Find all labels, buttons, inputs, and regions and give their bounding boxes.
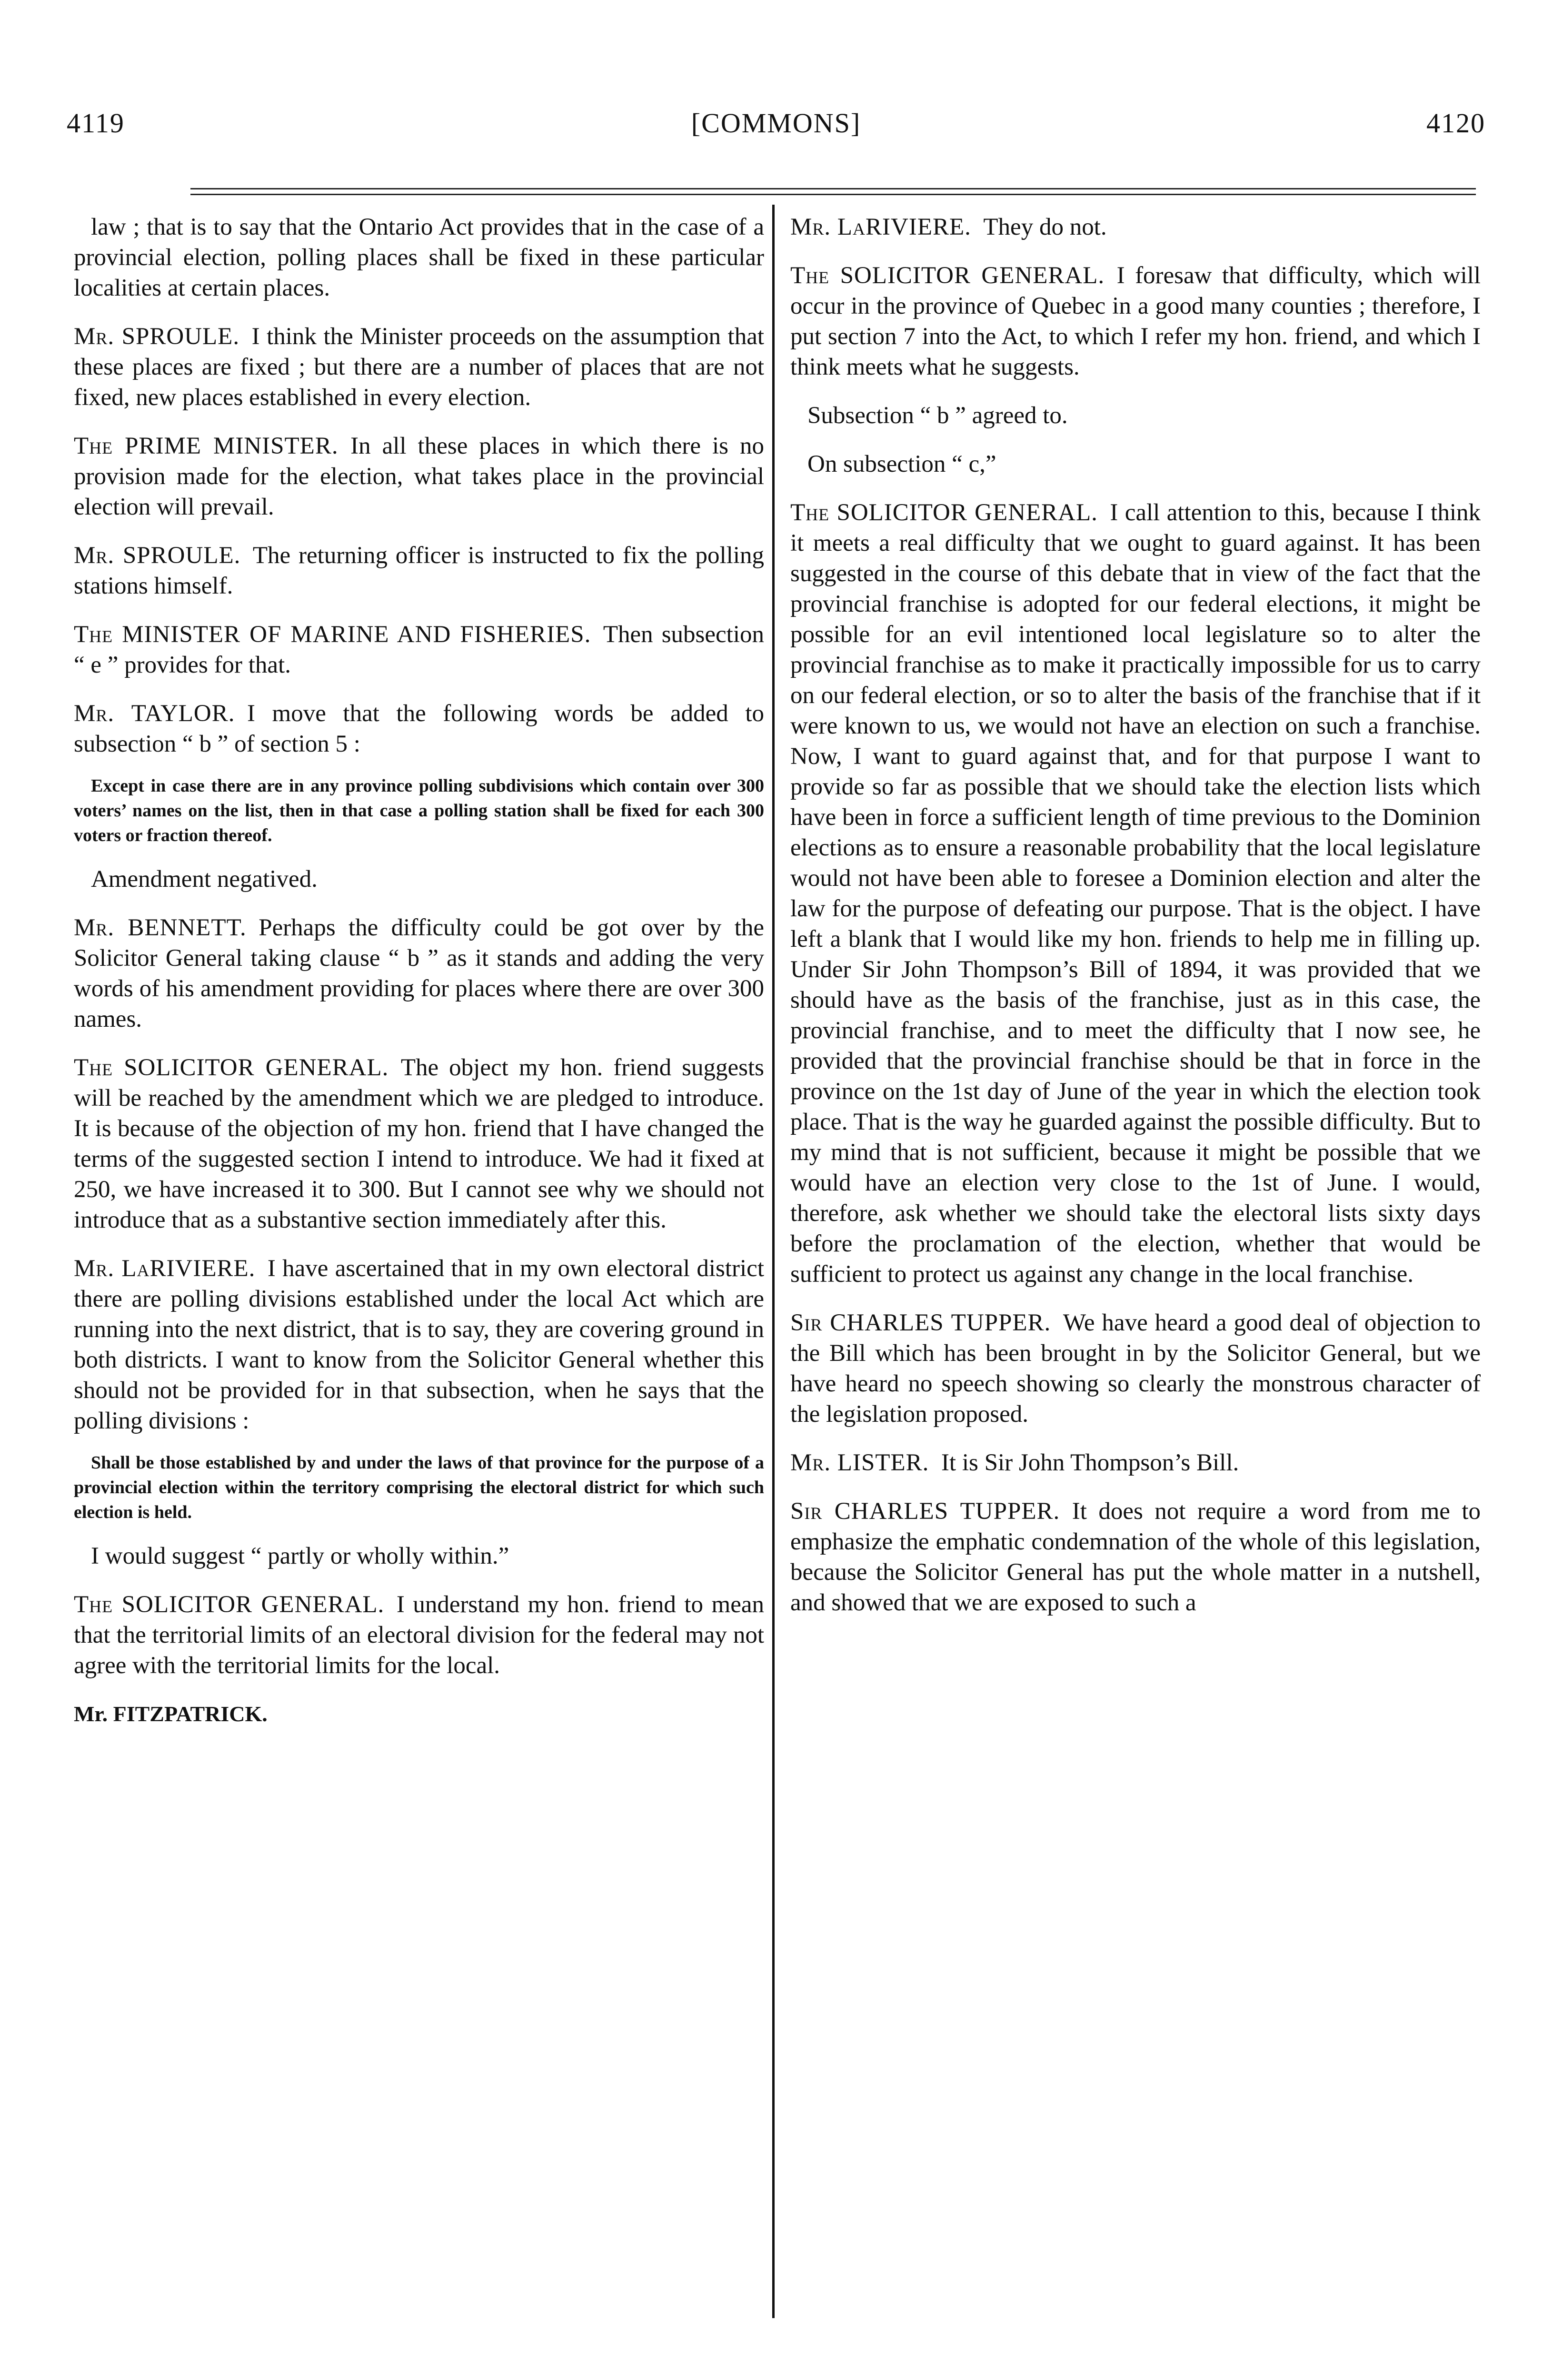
left-column — [74, 212, 764, 1729]
speaker-name: Mr. LaRIVIERE. — [790, 214, 971, 240]
speech-text: We have heard a good deal of objection to the Bill which has been brought in by the Solicitor General, but we have heard no speech showing so clearly the monstrous character of the legislation proposed. — [790, 1309, 1481, 1428]
speech-paragraph — [790, 212, 1481, 242]
speech-text: Amendment negatived. — [91, 866, 318, 892]
speech-text: Subsection “ b ” agreed to. — [807, 402, 1068, 429]
speech-paragraph — [74, 698, 764, 759]
speech-text: On subsection “ c,” — [807, 451, 996, 477]
speech-paragraph — [74, 431, 764, 522]
speech-paragraph — [790, 260, 1481, 382]
speech-text: I call attention to this, because I think it meets a real difficulty that we ought to guard against. It has been suggested in the course of this debate that in view of the fact that the provincial franchise is adopted for our federal elections, it might be possible for an evil intentioned local legislature so to alter the provincial franchise as to make it practically impossible for us to carry on our federal election, or so to alter the basis of the franchise that if it were known to us, we would not have an election on such a franchise. Now, I want to guard against that, and for that purpose I want to provide so far as possible that we should take the election lists which have been in force a sufficient length of time previous to the Dominion elections as to ensure a reasonable probability that the local legislature would not have been able to foresee a Dominion election and alter the law for the purpose of defeating our purpose. That is the object. I have left a blank that I would like my hon. friends to help me in filling up. Under Sir John Thompson’s Bill of 1894, it was provided that we should have as the basis of the franchise, just as in this case, the provincial franchise, and to meet the difficulty that I now see, he provided that the provincial franchise should be that in force in the province on the 1st day of June of the year in which the election took place. That is the way he guarded against the possible difficulty. But to my mind that is not sufficient, because it might be possible that we would have an election very close to the 1st of June. I would, therefore, ask whether we should take the electoral lists sixty days before the proclamation of the election, whether that would be sufficient to protect us against any change in the local franchise. — [790, 499, 1481, 1288]
speech-paragraph — [790, 449, 1481, 479]
speech-paragraph — [790, 497, 1481, 1289]
page-number-left: 4119 — [67, 108, 125, 139]
continued-speaker: Mr. FITZPATRICK. — [74, 1702, 268, 1726]
speech-text: It does not require a word from me to emphasize the emphatic condemnation of the whole of this legislation, because the Solicitor General has put the whole matter in a nutshell, and showed that we are exposed to such a — [790, 1498, 1481, 1616]
speech-paragraph — [74, 212, 764, 303]
speech-text: I foresaw that difficulty, which will occur in the province of Quebec in a good many counties ; therefore, I put section 7 into the Act, to which I refer my hon. friend, and which I think meets what he suggests. — [790, 262, 1481, 380]
speech-text: law ; that is to say that the Ontario Act provides that in the case of a provincial election, polling places shall be fixed in these particular localities at certain places. — [74, 214, 764, 301]
header-rule-bottom — [190, 194, 1476, 195]
speech-text: I think the Minister proceeds on the assumption that these places are fixed ; but there are a number of places that are not fixed, new places established in every election. — [74, 323, 764, 411]
right-column — [790, 212, 1481, 1636]
speech-text: Then subsection “ e ” provides for that. — [74, 621, 764, 678]
speech-paragraph — [790, 1496, 1481, 1618]
speech-text: The object my hon. friend suggests will be reached by the amendment which we are pledged to introduce. It is because of the objection of my hon. friend that I have changed the terms of the suggested section I intend to introduce. We had it fixed at 250, we have increased it to 300. But I cannot see why we should not introduce that as a substantive section immediately after this. — [74, 1054, 764, 1233]
speaker-name: Mr. BENNETT. — [74, 914, 247, 941]
speech-paragraph — [74, 1052, 764, 1235]
speech-text: I have ascertained that in my own electoral district there are polling divisions established under the local Act which are running into the next district, that is to say, they are covering ground in both districts. I want to know from the Solicitor General whether this should not be provided for in that subsection, when he says that the polling divisions : — [74, 1255, 764, 1434]
speech-text: Perhaps the difficulty could be got over by the Solicitor General taking clause “ b ” as it stands and adding the very words of his amendment providing for places where there are over 300 names. — [74, 914, 764, 1032]
page-header — [67, 107, 1485, 150]
speaker-name: Sir CHARLES TUPPER. — [790, 1498, 1060, 1525]
speech-paragraph — [74, 912, 764, 1034]
speech-text: They do not. — [983, 214, 1107, 240]
quoted-text: Shall be those established by and under the laws of that province for the purpose of a provincial election within the territory comprising the electoral district for which such election is held. — [74, 1453, 764, 1522]
speaker-name: Mr. TAYLOR. — [74, 700, 235, 727]
speaker-name: The PRIME MINISTER. — [74, 433, 338, 459]
speech-text: I understand my hon. friend to mean that the territorial limits of an electoral division for the federal may not agree with the territorial limits for the local. — [74, 1591, 764, 1679]
header-rule-top — [190, 188, 1476, 189]
speech-paragraph — [74, 864, 764, 894]
speaker-name: The SOLICITOR GENERAL. — [790, 262, 1105, 289]
speaker-name: Mr. SPROULE. — [74, 542, 241, 569]
speaker-name: Mr. LaRIVIERE. — [74, 1255, 256, 1282]
speaker-name: Mr. SPROULE. — [74, 323, 240, 350]
speech-paragraph — [790, 1448, 1481, 1478]
speech-paragraph — [74, 321, 764, 413]
speech-paragraph — [74, 1253, 764, 1436]
speech-paragraph — [74, 1541, 764, 1571]
speech-text: I move that the following words be added to subsection “ b ” of section 5 : — [74, 700, 764, 757]
speech-text: The returning officer is instructed to fix the polling stations himself. — [74, 542, 764, 599]
speaker-name: The SOLICITOR GENERAL. — [74, 1591, 385, 1618]
speaker-name: Sir CHARLES TUPPER. — [790, 1309, 1051, 1336]
page-title: [COMMONS] — [691, 108, 861, 139]
speaker-name: The SOLICITOR GENERAL. — [74, 1054, 389, 1081]
quoted-text: Except in case there are in any province polling subdivisions which contain over 300 voters’ names on the list, then in that case a polling station shall be fixed for each 300 voters or fraction thereof. — [74, 776, 764, 845]
speaker-name: Mr. LISTER. — [790, 1449, 929, 1476]
speech-text: I would suggest “ partly or wholly within.” — [91, 1543, 509, 1569]
speech-text: It is Sir John Thompson’s Bill. — [941, 1449, 1239, 1476]
speech-paragraph — [74, 619, 764, 680]
speech-text: In all these places in which there is no provision made for the election, what takes place in the provincial election will prevail. — [74, 433, 765, 520]
column-divider — [772, 205, 775, 2318]
speaker-name: The SOLICITOR GENERAL. — [790, 499, 1098, 526]
speech-paragraph — [790, 1308, 1481, 1429]
page-number-right: 4120 — [1426, 108, 1485, 139]
speaker-name: The MINISTER OF MARINE AND FISHERIES. — [74, 621, 591, 648]
speech-paragraph — [74, 1589, 764, 1681]
speech-paragraph — [790, 400, 1481, 431]
speech-paragraph — [74, 540, 764, 601]
